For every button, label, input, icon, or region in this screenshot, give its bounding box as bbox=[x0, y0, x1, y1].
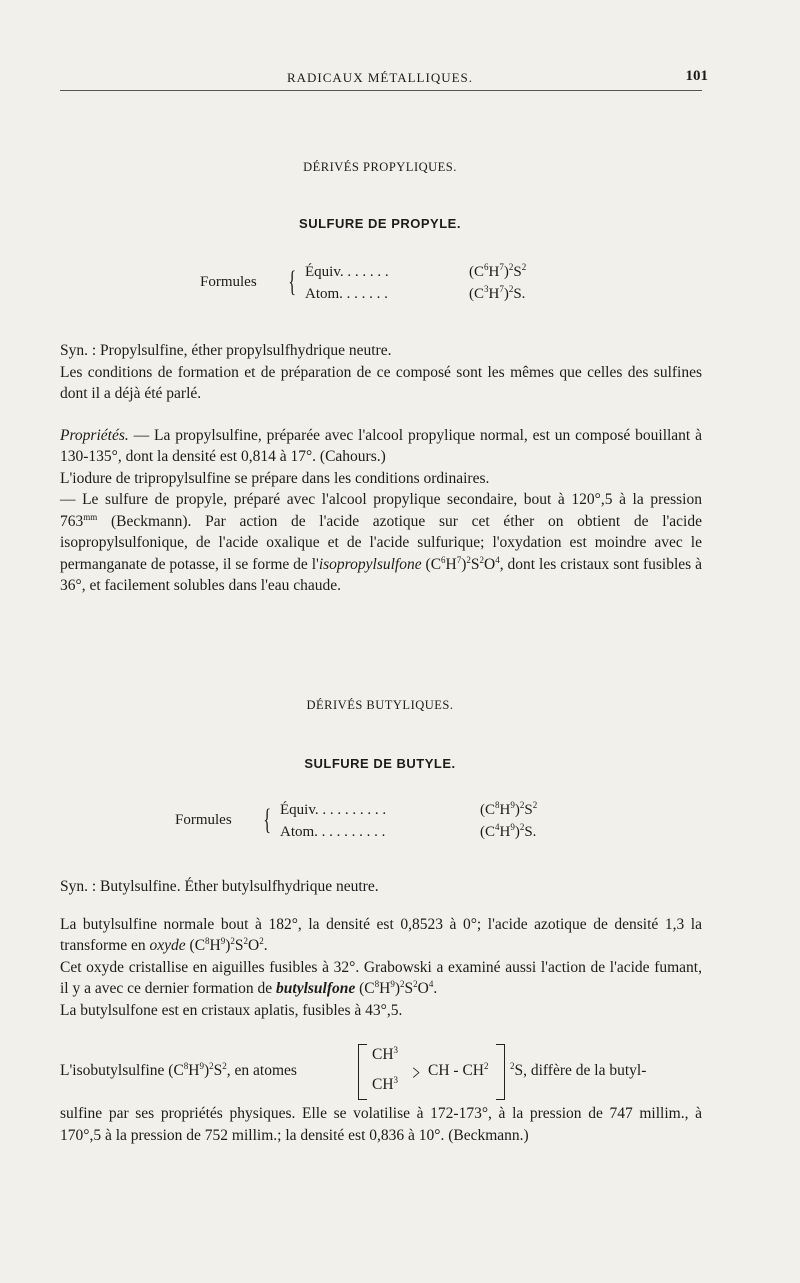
isobutyl-rest: sulfine par ses propriétés physiques. Elle se volatilise à 172-173°, à la pression de 747 millim., à 170°,5 à la pression de 752 millim.; la densité est 0,836 à 10°. (Beckmann.) bbox=[60, 1105, 702, 1144]
formula-equiv-row bbox=[305, 264, 605, 284]
section-title-propyl: DÉRIVÉS PROPYLIQUES. bbox=[303, 160, 457, 174]
header-rule bbox=[60, 90, 702, 91]
formula-atom-row bbox=[305, 286, 605, 306]
atom-formula-butyl: $(C^4H^9)^2S$. bbox=[480, 822, 537, 840]
brace-icon: { bbox=[288, 265, 297, 298]
propyl-conditions: Les conditions de formation et de préparation de ce composé sont les mêmes que celles des sulfines dont il a déjà été parlé. bbox=[60, 363, 702, 402]
formula-block-propyl bbox=[200, 262, 600, 306]
equiv-formula: $(C^6H^7)^2S^2$ bbox=[469, 262, 527, 280]
isobutyl-structure-line bbox=[60, 1042, 702, 1102]
butyl-p3: La butylsulfone est en cristaux aplatis, fusibles à 43°,5. bbox=[60, 1001, 403, 1019]
isobutyl-ch3-bottom: $CH^3$ bbox=[372, 1074, 399, 1093]
section-title-butyl: DÉRIVÉS BUTYLIQUES. bbox=[306, 698, 454, 712]
butyl-p2: Cet oxyde cristallise en aiguilles fusibles à 32°. Grabowski a examiné aussi l'action de l'acide fumant, il y a avec ce dernier formation de butylsulfone $(C^8H^9)^2S^2O^4$. bbox=[60, 958, 702, 997]
formula-atom-row-butyl bbox=[280, 824, 640, 844]
atom-label-butyl: Atom. . . . . . . . . . bbox=[280, 824, 386, 840]
formula-equiv-row-butyl bbox=[280, 802, 640, 822]
propyl-iodure: L'iodure de tripropylsulfine se prépare dans les conditions ordinaires. bbox=[60, 469, 490, 487]
isobutyl-lead: L'isobutylsulfine $(C^8H^9)^2S^2$, en atomes bbox=[60, 1060, 297, 1079]
bracket-left bbox=[358, 1044, 367, 1100]
propyl-text bbox=[60, 340, 702, 597]
equiv-formula-butyl: $(C^8H^9)^2S^2$ bbox=[480, 800, 538, 818]
butyl-p1: La butylsulfine normale bout à 182°, la densité est 0,8523 à 0°; l'acide azotique de densité 1,3 la transforme en oxyde $(C^8H^9)^2S^2O^2$. bbox=[60, 915, 702, 954]
isobutyl-ch3-top: $CH^3$ bbox=[372, 1044, 399, 1063]
propyl-properties: Propriétés. — La propylsulfine, préparée avec l'alcool propylique normal, est un composé bouillant à 130-135°, dont la densité est 0,814 à 17°. (Cahours.) bbox=[60, 426, 702, 465]
equiv-label: Équiv. . . . . . . bbox=[305, 264, 389, 280]
formula-block-butyl bbox=[175, 800, 635, 844]
butyl-text bbox=[60, 876, 702, 1021]
subsection-title-propyl-sulfide: SULFURE DE PROPYLE. bbox=[299, 216, 461, 231]
isobutyl-middle: CH - $CH^2$ bbox=[428, 1060, 489, 1079]
brace-icon-butyl: { bbox=[263, 803, 272, 836]
isobutyl-tail: $^2$S, diffère de la butyl- bbox=[510, 1060, 647, 1079]
propyl-secondary: — Le sulfure de propyle, préparé avec l'alcool propylique secondaire, bout à 120°,5 à la pression $763^{mm}$ (Beckmann). Par action de l'acide azotique sur cet éther on obtient de l'acide isopropylsulfonique, de l'acide oxalique et de l'acide sulfurique; l'oxydation est moindre avec le permanganate de potasse, il se forme de l'isopropylsulfone $(C^6H^7)^2S^2O^4$, dont les cristaux sont fusibles à 36°, et facilement solubles dans l'eau chaude. bbox=[60, 491, 702, 594]
atom-formula: $(C^3H^7)^2S$. bbox=[469, 284, 526, 302]
running-title: RADICAUX MÉTALLIQUES. bbox=[286, 70, 474, 85]
formules-label-butyl: Formules bbox=[175, 812, 232, 828]
subsection-title-butyl-sulfide: SULFURE DE BUTYLE. bbox=[304, 756, 456, 771]
atom-label: Atom. . . . . . . bbox=[305, 286, 388, 302]
equiv-label-butyl: Équiv. . . . . . . . . . bbox=[280, 802, 387, 818]
butyl-syn: Syn. : Butylsulfine. Éther butylsulfhydrique neutre. bbox=[60, 878, 379, 895]
page-number: 101 bbox=[685, 68, 708, 84]
bracket-right bbox=[496, 1044, 505, 1100]
angle-bracket-icon: > bbox=[412, 1060, 420, 1085]
propyl-syn: Syn. : Propylsulfine, éther propylsulfhydrique neutre. bbox=[60, 342, 392, 359]
formules-label: Formules bbox=[200, 274, 257, 290]
